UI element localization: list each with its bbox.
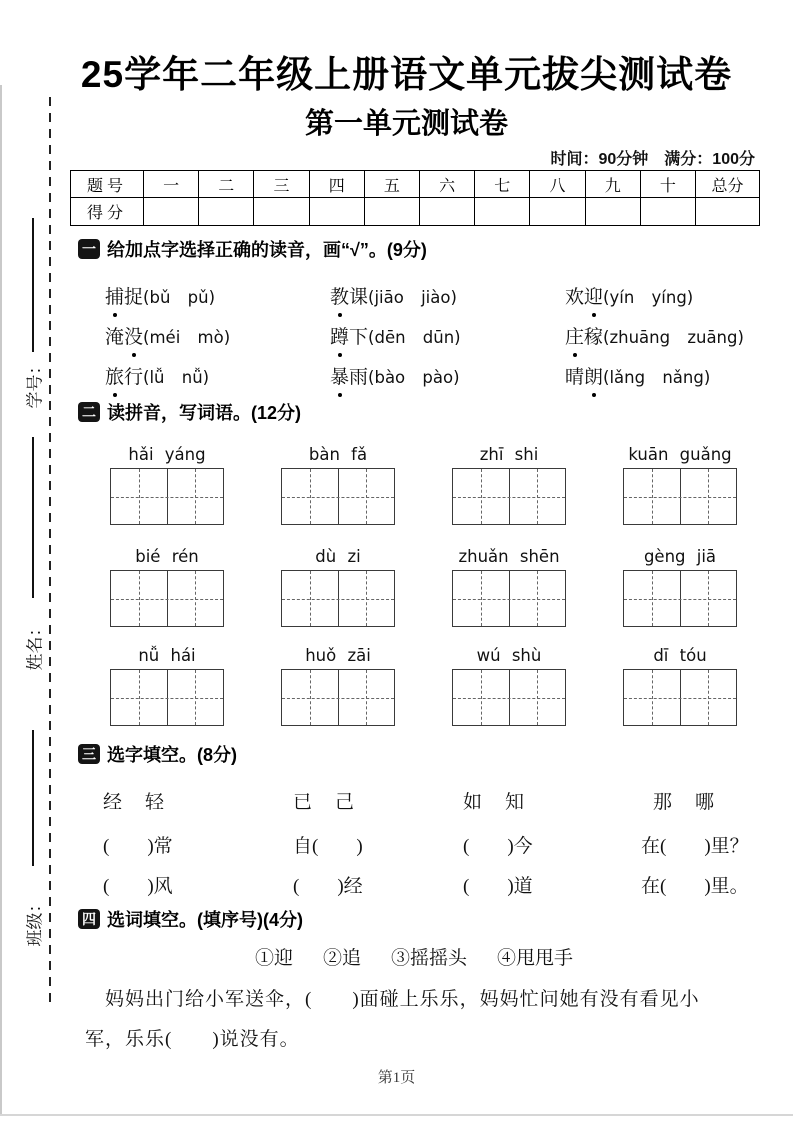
score-table-column-1: 一 <box>143 171 198 198</box>
section1-word-item <box>565 282 693 309</box>
writing-grid-cell <box>167 571 224 626</box>
writing-grid-cell <box>111 670 167 725</box>
fill-blank-phrase: ( )今 <box>463 836 533 857</box>
pinyin-choices: (jiāo jiào) <box>368 288 457 307</box>
writing-grid-cell <box>624 469 680 524</box>
writing-grid-cell <box>338 469 395 524</box>
section1-word-item <box>105 282 330 309</box>
fill-blank-phrase: 在( )里。 <box>641 876 749 897</box>
character: 课 <box>349 287 369 308</box>
writing-grid-cell <box>167 670 224 725</box>
scan-edge-bottom <box>0 1114 793 1116</box>
writing-grid-cell <box>167 469 224 524</box>
character: 淹 <box>105 327 125 348</box>
character: 行 <box>124 367 144 388</box>
section2-row-1 <box>110 444 737 525</box>
writing-grid-cell <box>680 670 737 725</box>
grid-pinyin: zhī shi <box>479 445 539 464</box>
grid-pinyin: bié rén <box>135 547 199 566</box>
section4-sentence-line-2: 军，乐乐( )说没有。 <box>85 1029 300 1050</box>
character: 雨 <box>349 367 369 388</box>
section3-header <box>78 741 237 767</box>
writing-grid-cell <box>282 571 338 626</box>
dotted-character: 没 <box>124 322 143 349</box>
section2-row-3 <box>110 645 737 726</box>
section1-row-3 <box>105 362 765 389</box>
score-table-column-4: 四 <box>309 171 364 198</box>
score-table-column-6: 六 <box>419 171 474 198</box>
page-number: 第1页 <box>377 1070 416 1086</box>
fill-blank-phrase: ( )经 <box>293 876 363 897</box>
section1-word-item <box>565 362 710 389</box>
student-id-label: 学号： <box>25 357 45 409</box>
dotted-character: 蹲 <box>330 322 349 349</box>
section4-number-badge: 四 <box>78 909 100 929</box>
grid-pinyin: gèng jiā <box>643 547 717 566</box>
pinyin-choices: (méi mò) <box>143 328 231 347</box>
pinyin-choices: (lǎng nǎng) <box>603 368 711 387</box>
scan-edge-left <box>0 85 2 1115</box>
fill-blank-phrase: ( )风 <box>103 876 173 897</box>
section1-header <box>78 236 427 262</box>
writing-grid-cell <box>111 571 167 626</box>
section2-grid-item <box>623 444 737 525</box>
score-table-score-cell-9 <box>585 198 640 225</box>
fill-blank-phrase: ( )道 <box>463 876 533 897</box>
writing-grid-cell <box>453 571 509 626</box>
writing-grid <box>281 570 395 627</box>
dotted-character: 朗 <box>584 362 603 389</box>
fill-blank-phrase: 在( )里？ <box>641 836 749 857</box>
time-score-info: 时间：90分钟 满分：100分 <box>550 151 755 168</box>
section4-header <box>78 906 303 932</box>
section2-row-2 <box>110 546 737 627</box>
section1-word-item <box>565 322 744 349</box>
writing-grid-cell <box>624 571 680 626</box>
grid-pinyin: hǎi yáng <box>128 445 206 464</box>
character-pair: 经 轻 <box>103 792 167 813</box>
student-name-label: 姓名： <box>25 619 45 671</box>
score-table-column-7: 七 <box>474 171 529 198</box>
score-table-column-3: 三 <box>253 171 308 198</box>
score-table-score-cell-2 <box>198 198 253 225</box>
fill-blank-phrase: ( )常 <box>103 836 173 857</box>
option-3: ③摇摇头 <box>391 948 468 969</box>
class-label: 班级： <box>25 895 45 947</box>
student-id-blank-line <box>32 218 34 352</box>
dotted-word <box>330 327 368 348</box>
section2-grid-item <box>281 444 395 525</box>
section2-grid-item <box>110 444 224 525</box>
score-table-column-5: 五 <box>364 171 419 198</box>
dotted-character: 教 <box>330 282 349 309</box>
score-table-score-cell-6 <box>419 198 474 225</box>
writing-grid-cell <box>509 571 566 626</box>
section1-row-2 <box>105 322 765 349</box>
grid-pinyin: dù zi <box>315 547 361 566</box>
dotted-word <box>565 367 603 388</box>
section3-column-1 <box>103 787 173 911</box>
pinyin-choices: (yín yíng) <box>603 288 694 307</box>
score-table-score-cell-8 <box>529 198 584 225</box>
dotted-word <box>105 327 143 348</box>
pinyin-choices: (dēn dūn) <box>368 328 461 347</box>
binding-dashed-line <box>49 97 51 1002</box>
writing-grid <box>452 570 566 627</box>
grid-pinyin: nǚ hái <box>138 646 196 665</box>
section4-title: 选词填空。(填序号)(4分) <box>107 910 303 930</box>
character-pair: 如 知 <box>463 792 527 813</box>
section3-column-4 <box>641 787 749 911</box>
dotted-character: 庄 <box>565 322 584 349</box>
score-table-score-label: 得分 <box>86 205 127 222</box>
writing-grid <box>623 669 737 726</box>
writing-grid-cell <box>338 670 395 725</box>
writing-grid <box>281 468 395 525</box>
dotted-character: 捕 <box>105 282 124 309</box>
writing-grid-cell <box>111 469 167 524</box>
fill-blank-phrase: 自( ) <box>293 836 363 857</box>
unit-subtitle: 第一单元测试卷 <box>304 108 508 140</box>
grid-pinyin: wú shù <box>476 646 542 665</box>
writing-grid <box>110 570 224 627</box>
writing-grid-cell <box>282 670 338 725</box>
writing-grid-cell <box>624 670 680 725</box>
writing-grid-cell <box>338 571 395 626</box>
score-table <box>70 170 760 226</box>
section2-grid-item <box>452 645 566 726</box>
writing-grid-cell <box>453 670 509 725</box>
dotted-character: 迎 <box>584 282 603 309</box>
section2-grid-item <box>281 645 395 726</box>
section2-grid-item <box>623 546 737 627</box>
score-table-score-cell-3 <box>253 198 308 225</box>
grid-pinyin: kuān guǎng <box>628 445 732 464</box>
writing-grid <box>452 468 566 525</box>
section2-title: 读拼音，写词语。(12分) <box>107 403 302 423</box>
dotted-word <box>330 287 368 308</box>
section1-number-badge: 一 <box>78 239 100 259</box>
score-table-column-10: 十 <box>640 171 695 198</box>
section4-sentence-line-1: 妈妈出门给小军送伞，( )面碰上乐乐，妈妈忙问她有没有看见小 <box>105 989 700 1010</box>
section2-grid-item <box>281 546 395 627</box>
class-blank-line <box>32 730 34 866</box>
character: 晴 <box>565 367 585 388</box>
option-2: ②追 <box>323 948 362 969</box>
section3-number-badge: 三 <box>78 744 100 764</box>
paper-title: 25学年二年级上册语文单元拔尖测试卷 <box>80 54 733 95</box>
section1-title: 给加点字选择正确的读音，画“√”。(9分) <box>107 240 427 260</box>
score-table-score-cell-11 <box>695 198 759 225</box>
option-4: ④甩甩手 <box>497 948 574 969</box>
dotted-word <box>330 367 368 388</box>
writing-grid <box>623 570 737 627</box>
pinyin-choices: (bào pào) <box>368 368 460 387</box>
score-table-column-11: 总分 <box>695 171 759 198</box>
section1-word-item <box>330 362 565 389</box>
grid-pinyin: dī tóu <box>653 646 707 665</box>
score-table-score-cell-5 <box>364 198 419 225</box>
writing-grid <box>623 468 737 525</box>
writing-grid <box>281 669 395 726</box>
section2-grid-item <box>623 645 737 726</box>
dotted-character: 旅 <box>105 362 124 389</box>
section1-word-item <box>105 362 330 389</box>
character: 下 <box>349 327 369 348</box>
section2-grid-item <box>452 444 566 525</box>
pinyin-choices: (lǚ nǚ) <box>143 368 210 387</box>
student-name-blank-line <box>32 437 34 598</box>
section2-number-badge: 二 <box>78 402 100 422</box>
section2-grid-item <box>452 546 566 627</box>
writing-grid-cell <box>509 469 566 524</box>
score-table-score-cell-10 <box>640 198 695 225</box>
character-pair: 那 哪 <box>653 792 717 813</box>
grid-pinyin: huǒ zāi <box>305 646 371 665</box>
pinyin-choices: (zhuāng zuāng) <box>603 328 744 347</box>
writing-grid-cell <box>509 670 566 725</box>
writing-grid-cell <box>282 469 338 524</box>
section3-title: 选字填空。(8分) <box>107 745 237 765</box>
writing-grid-cell <box>680 571 737 626</box>
writing-grid <box>110 669 224 726</box>
character-pair: 已 己 <box>293 792 357 813</box>
option-1: ①迎 <box>255 948 294 969</box>
section3-column-2 <box>293 787 363 911</box>
writing-grid-cell <box>680 469 737 524</box>
dotted-word <box>565 287 603 308</box>
grid-pinyin: bàn fǎ <box>308 445 368 464</box>
section1-row-1 <box>105 282 765 309</box>
pinyin-choices: (bǔ pǔ) <box>143 288 216 307</box>
section1-word-item <box>105 322 330 349</box>
character: 稼 <box>584 327 604 348</box>
section2-grid-item <box>110 645 224 726</box>
dotted-word <box>565 327 603 348</box>
character: 捉 <box>124 287 144 308</box>
dotted-character: 暴 <box>330 362 349 389</box>
score-table-question-label: 题号 <box>71 171 143 198</box>
section4-options <box>255 943 573 970</box>
score-table-score-cell-1 <box>143 198 198 225</box>
writing-grid <box>110 468 224 525</box>
dotted-word <box>105 367 143 388</box>
section1-word-item <box>330 322 565 349</box>
section1-word-item <box>330 282 565 309</box>
dotted-word <box>105 287 143 308</box>
grid-pinyin: zhuǎn shēn <box>458 547 560 566</box>
score-table-column-8: 八 <box>529 171 584 198</box>
section3-column-3 <box>463 787 533 911</box>
section2-header <box>78 399 301 425</box>
writing-grid <box>452 669 566 726</box>
score-table-score-cell-4 <box>309 198 364 225</box>
score-table-column-9: 九 <box>585 171 640 198</box>
score-table-score-cell-7 <box>474 198 529 225</box>
score-table-column-2: 二 <box>198 171 253 198</box>
section2-grid-item <box>110 546 224 627</box>
character: 欢 <box>565 287 585 308</box>
writing-grid-cell <box>453 469 509 524</box>
